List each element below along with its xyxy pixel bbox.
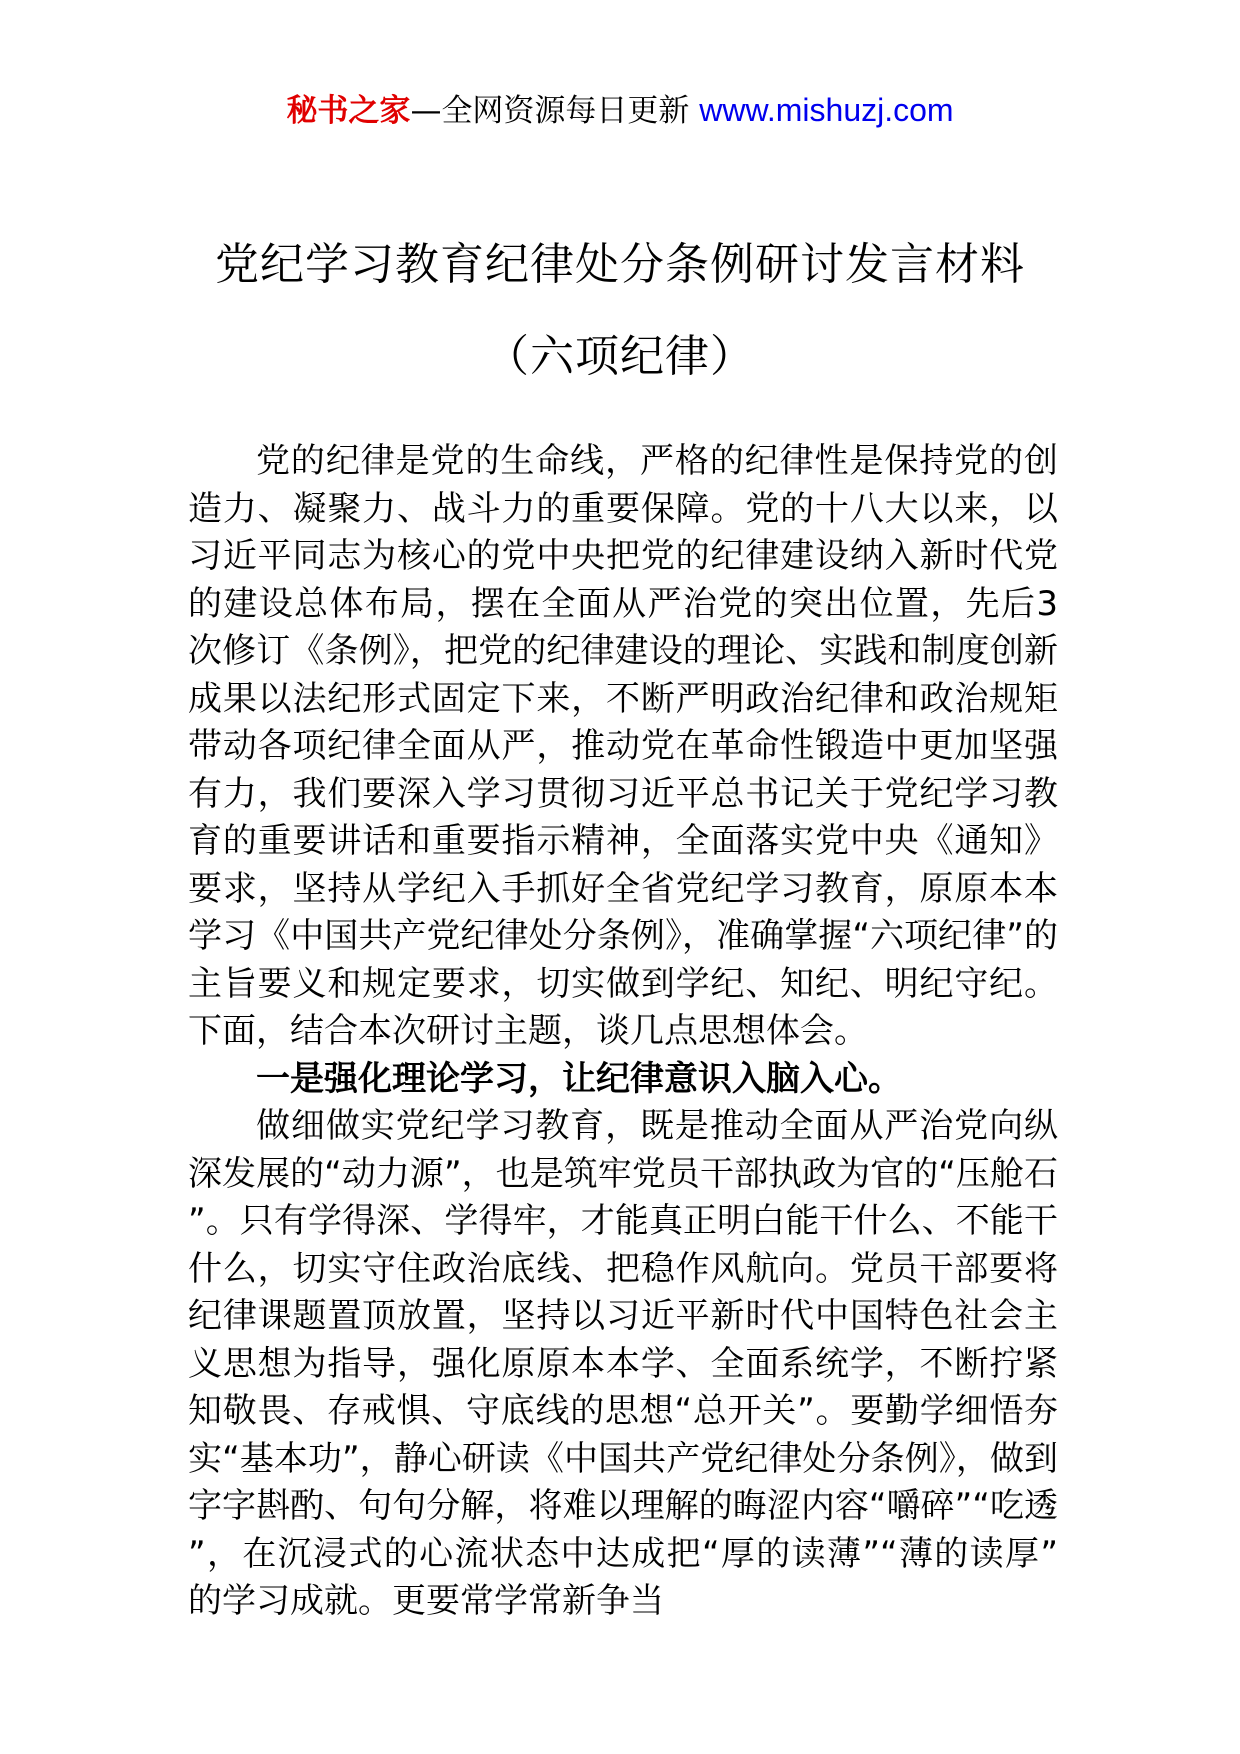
paragraph-intro: 党的纪律是党的生命线，严格的纪律性是保持党的创造力、凝聚力、战斗力的重要保障。党的十八大以来，以习近平同志为核心的党中央把党的纪律建设纳入新时代党的建设总体布局，摆在全面从严治党的突出位置，先后3次修订《条例》，把党的纪律建设的理论、实践和制度创新成果以法纪形式固定下来，不断严明政治纪律和政治规矩带动各项纪律全面从严，推动党在革命性锻造中更加坚强有力，我们要深入学习贯彻习近平总书记关于党纪学习教育的重要讲话和重要指示精神，全面落实党中央《通知》要求，坚持从学纪入手抓好全省党纪学习教育，原原本本学习《中国共产党纪律处分条例》，准确掌握“六项纪律”的主旨要义和规定要求，切实做到学纪、知纪、明纪守纪。下面，结合本次研讨主题，谈几点思想体会。 xyxy=(188,441,1058,1051)
site-header xyxy=(0,88,1240,133)
brand-name: 秘书之家 xyxy=(286,93,411,129)
section-heading-1: 一是强化理论学习，让纪律意识入脑入心。 xyxy=(256,1058,902,1099)
site-slogan: —全网资源每日更新 xyxy=(410,93,690,129)
document-body xyxy=(188,438,1058,1626)
document-subtitle: （六项纪律） xyxy=(485,331,755,382)
paragraph-section-1: 做细做实党纪学习教育，既是推动全面从严治党向纵深发展的“动力源”，也是筑牢党员干部执政为官的“压舱石”。只有学得深、学得牢，才能真正明白能干什么、不能干什么，切实守住政治底线、把稳作风航向。党员干部要将纪律课题置顶放置，坚持以习近平新时代中国特色社会主义思想为指导，强化原原本本学、全面系统学，不断拧紧知敬畏、存戒惧、守底线的思想“总开关”。要勤学细悟夯实“基本功”，静心研读《中国共产党纪律处分条例》，做到字字斟酌、句句分解，将难以理解的晦涩内容“嚼碎”“吃透”，在沉浸式的心流状态中达成把“厚的读薄”“薄的读厚”的学习成就。更要常学常新争当 xyxy=(188,1106,1058,1621)
document-title: 党纪学习教育纪律处分条例研讨发言材料 xyxy=(215,239,1025,290)
site-url-link[interactable]: www.mishuzj.com xyxy=(699,92,954,128)
